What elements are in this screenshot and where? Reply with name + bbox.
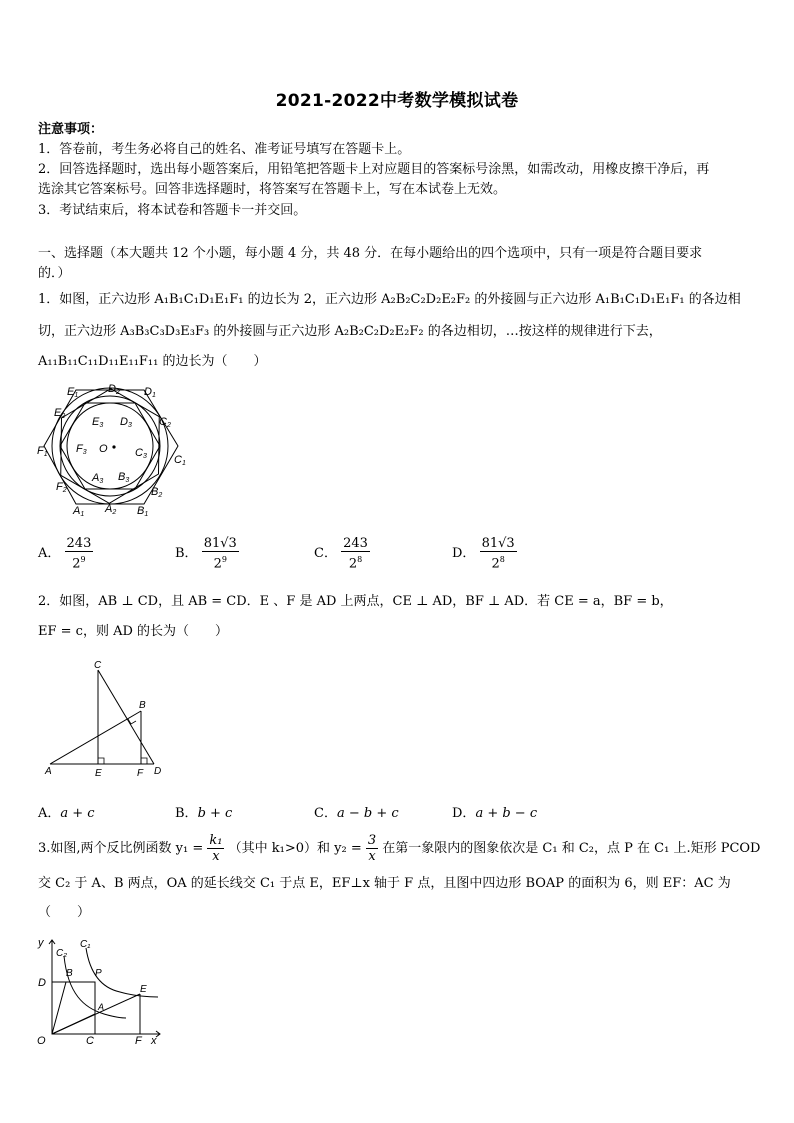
label-e: E xyxy=(95,768,102,779)
q2-option-b[interactable]: B．b + c xyxy=(175,806,233,821)
notice-item-1: 1．答卷前，考生务必将自己的姓名、准考证号填写在答题卡上。 xyxy=(38,142,411,157)
label-c: C xyxy=(86,1035,94,1047)
q3-graph-figure xyxy=(34,934,164,1048)
q2-text-1: 2．如图，AB ⊥ CD，且 AB = CD．E 、F 是 AD 上两点，CE ⊥ AD，BF ⊥ AD．若 CE = a，BF = b， xyxy=(38,594,673,609)
q1-option-d[interactable]: D． $\frac{81√3}{2^8}$ xyxy=(452,536,515,572)
q1-option-a[interactable]: A． $\frac{243}{2^9}$ xyxy=(38,536,92,572)
label-f: F xyxy=(137,768,144,779)
page-title: 2021-2022中考数学模拟试卷 xyxy=(275,91,519,111)
label-d: D xyxy=(154,766,162,777)
label-e1: E1 xyxy=(67,386,79,399)
notice-heading: 注意事项： xyxy=(38,122,104,137)
label-o: O xyxy=(37,1035,46,1047)
q1-text-3: A₁₁B₁₁C₁₁D₁₁E₁₁F₁₁ 的边长为（ ） xyxy=(38,354,267,369)
notice-item-2-cont: 选涂其它答案标号。回答非选择题时，将答案写在答题卡上，写在本试卷上无效。 xyxy=(38,182,507,197)
label-x: x xyxy=(151,1035,157,1047)
q2-option-c[interactable]: C．a − b + c xyxy=(314,806,399,821)
label-e2: E2 xyxy=(54,407,66,420)
notice-item-2: 2．回答选择题时，选出每小题答案后，用铅笔把答题卡上对应题目的答案标号涂黑，如需改动，用橡皮擦干净后，再 xyxy=(38,162,710,177)
q1-hexagon-figure xyxy=(36,380,188,520)
label-d2: D2 xyxy=(108,383,120,396)
q1-option-c[interactable]: C． $\frac{243}{2^8}$ xyxy=(314,536,368,572)
label-a2: A2 xyxy=(105,503,117,516)
q1-text-2: 切，正六边形 A₃B₃C₃D₃E₃F₃ 的外接圆与正六边形 A₂B₂C₂D₂E₂F₂ 的各边相切，…按这样的规律进行下去， xyxy=(38,324,662,339)
label-f: F xyxy=(135,1035,142,1047)
label-b1: B1 xyxy=(137,505,149,518)
q2-option-a[interactable]: A．a + c xyxy=(38,806,95,821)
label-e: E xyxy=(140,984,147,995)
label-c3: C3 xyxy=(135,447,147,460)
section-heading-cont: 的．） xyxy=(38,266,71,281)
label-c1: C1 xyxy=(174,454,186,467)
q3-text-3: （ ） xyxy=(38,905,91,920)
label-a: A xyxy=(45,766,52,777)
label-e3: E3 xyxy=(92,416,104,429)
label-d3: D3 xyxy=(120,416,132,429)
label-b3: B3 xyxy=(118,471,130,484)
q1-text-1: 1．如图，正六边形 A₁B₁C₁D₁E₁F₁ 的边长为 2，正六边形 A₂B₂C₂D₂E₂F₂ 的外接圆与正六边形 A₁B₁C₁D₁E₁F₁ 的各边相 xyxy=(38,292,741,307)
label-b: B xyxy=(66,968,73,979)
label-c: C xyxy=(94,660,102,671)
q2-option-d[interactable]: D．a + b − c xyxy=(452,806,538,821)
q2-text-2: EF = c，则 AD 的长为（ ） xyxy=(38,624,229,639)
label-d: D xyxy=(38,977,46,989)
label-c1-curve: C₁ xyxy=(80,939,91,950)
label-a1: A1 xyxy=(73,505,85,518)
label-f2: F2 xyxy=(56,481,67,494)
label-y: y xyxy=(38,937,44,949)
q2-triangle-figure xyxy=(40,656,170,780)
q3-text-1: 3.如图,两个反比例函数 y₁ = $\frac{\text{k₁}}{x}$ （其中 k₁>0）和 y₂ = $\frac{3}{x}$ 在第一象限内的图象依次是 C₁ 和 C₂，点 P 在 C₁ 上.矩形 PCOD xyxy=(38,833,761,864)
label-b: B xyxy=(139,700,146,711)
label-c2: C2 xyxy=(159,416,171,429)
q3-text-2: 交 C₂ 于 A、B 两点，OA 的延长线交 C₁ 于点 E，EF⊥x 轴于 F 点，且图中四边形 BOAP 的面积为 6，则 EF：AC 为 xyxy=(38,876,731,891)
label-f3: F3 xyxy=(76,443,87,456)
label-b2: B2 xyxy=(151,486,163,499)
label-d1: D1 xyxy=(144,386,156,399)
label-c2-curve: C₂ xyxy=(56,948,68,959)
label-o: O xyxy=(99,443,108,455)
section-heading: 一、选择题（本大题共 12 个小题，每小题 4 分，共 48 分．在每小题给出的四个选项中，只有一项是符合题目要求 xyxy=(38,246,703,261)
q1-option-b[interactable]: B． $\frac{81√3}{2^9}$ xyxy=(175,536,237,572)
label-p: P xyxy=(95,968,102,979)
label-f1: F1 xyxy=(37,445,48,458)
label-a: A xyxy=(98,1002,105,1012)
label-a3: A3 xyxy=(92,472,104,485)
notice-item-3: 3．考试结束后，将本试卷和答题卡一并交回。 xyxy=(38,203,307,218)
